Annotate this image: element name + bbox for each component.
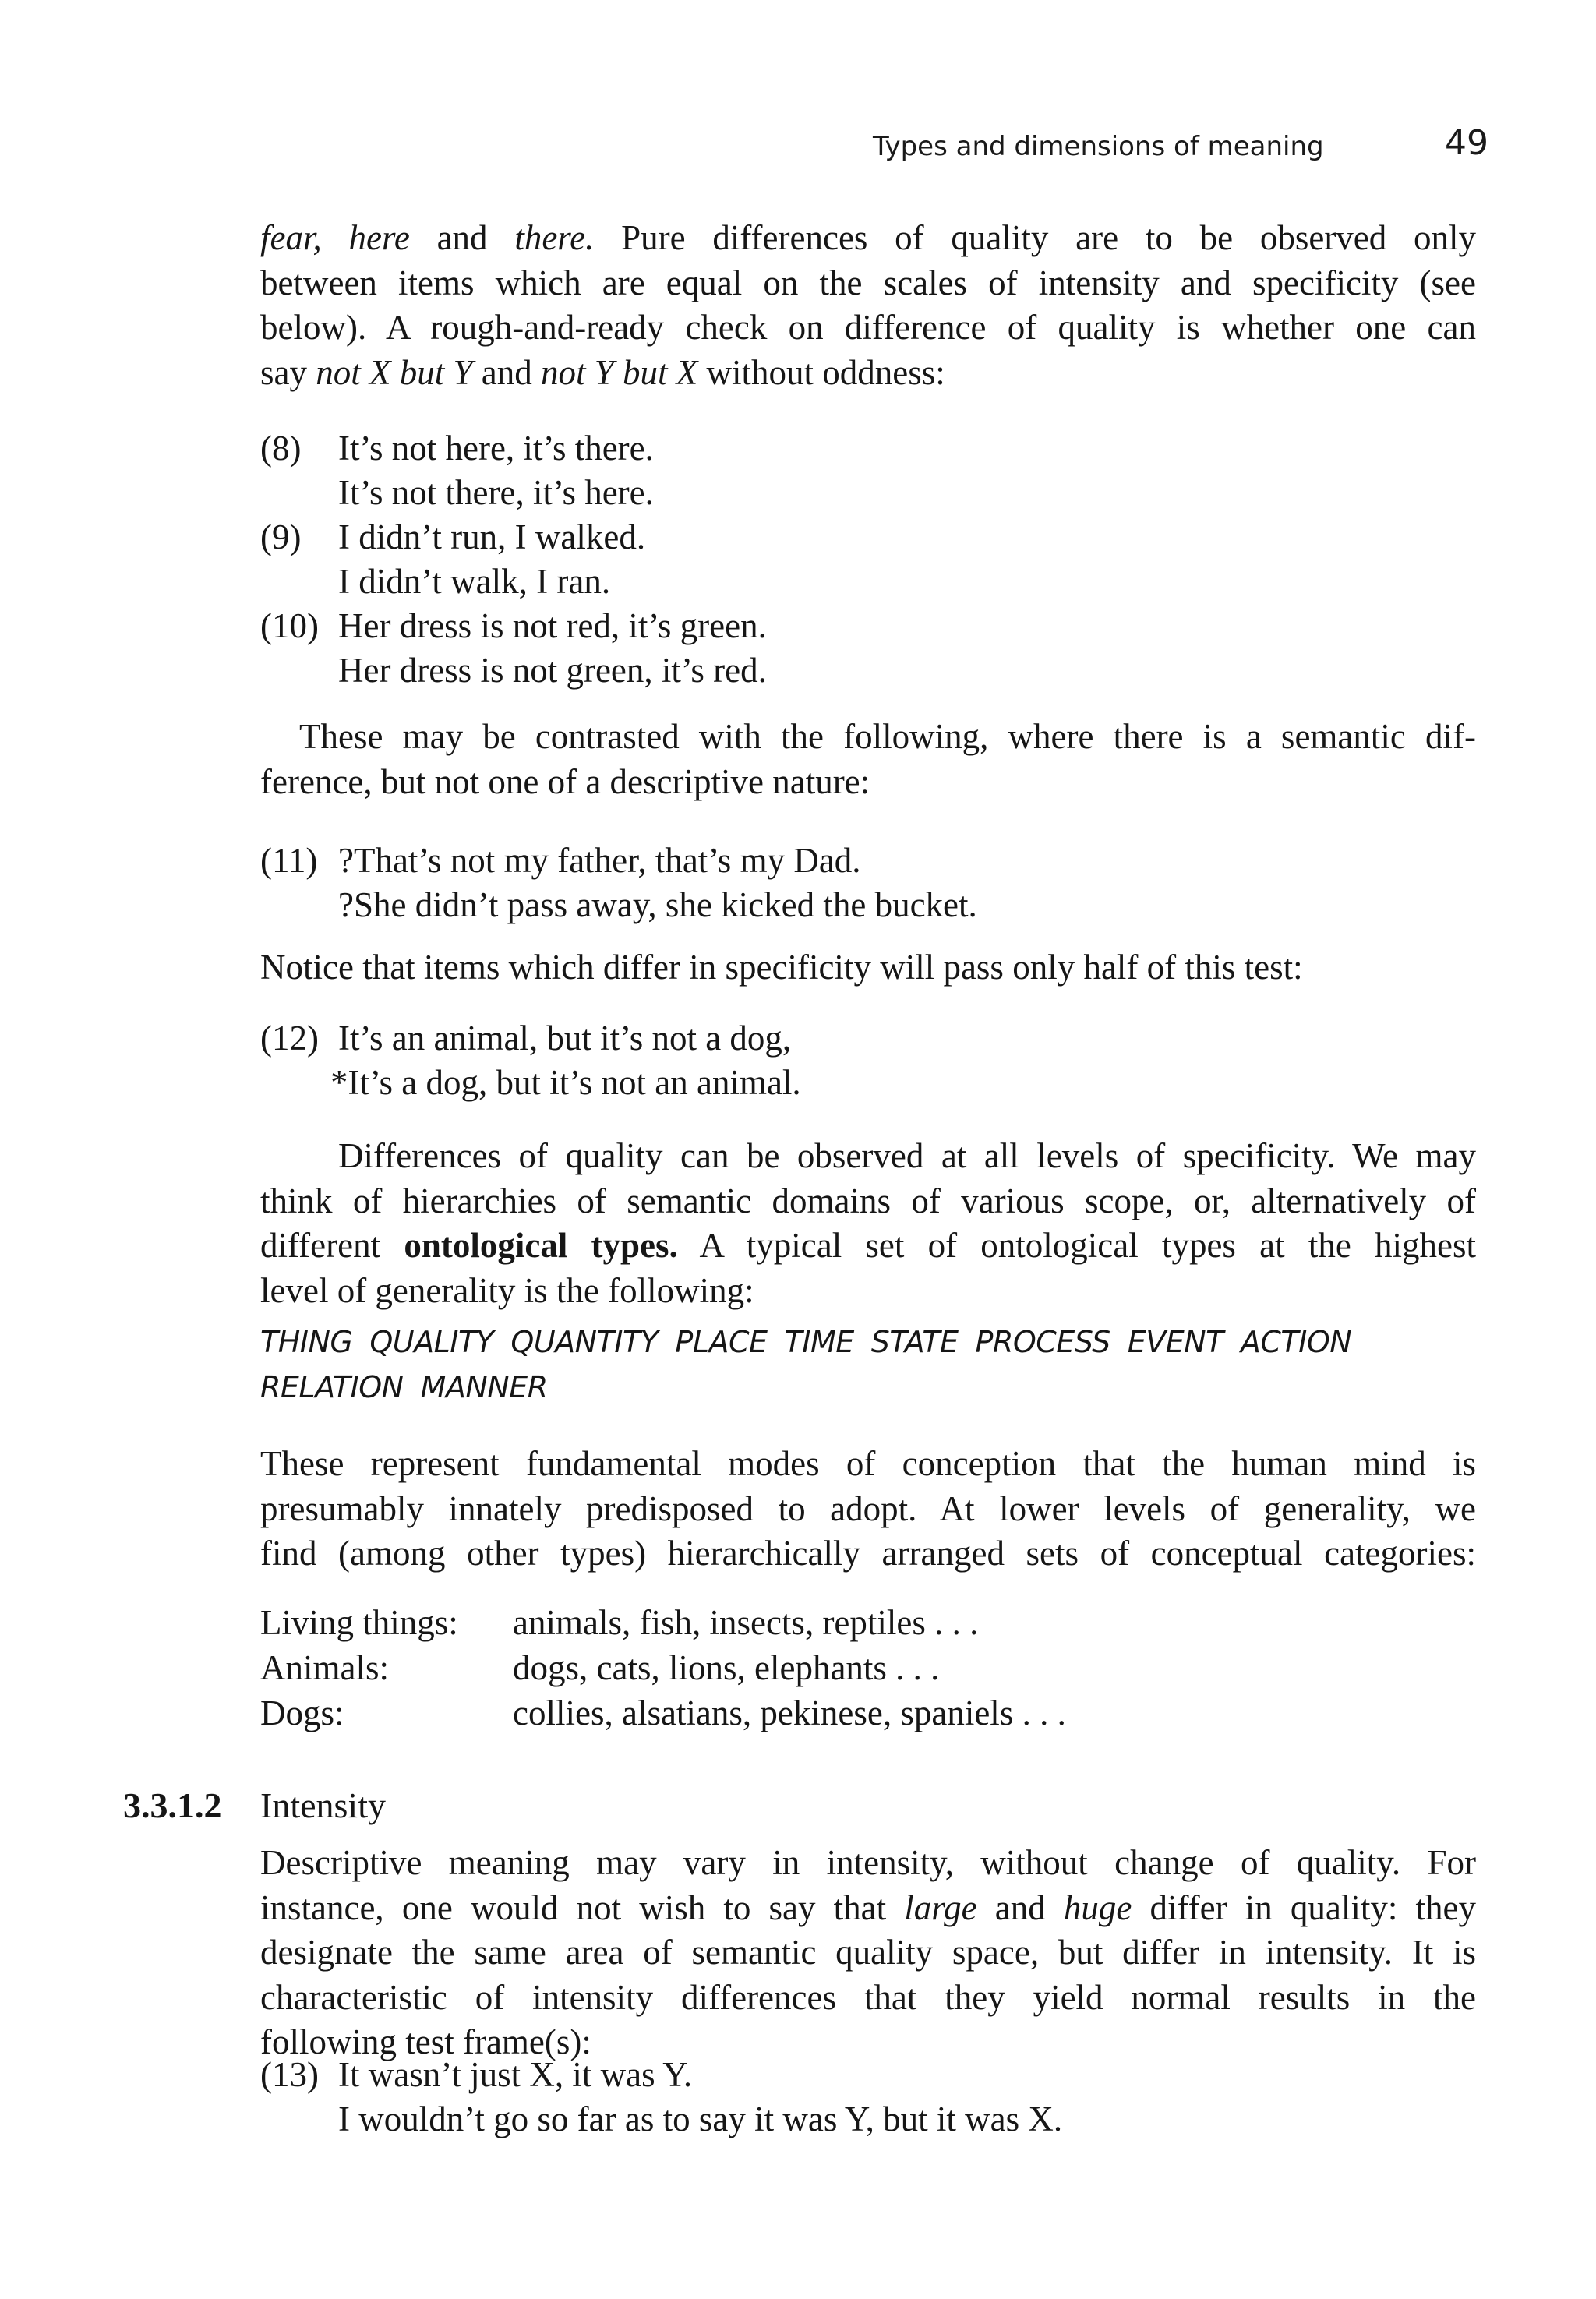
example-12 bbox=[260, 1016, 1351, 1105]
example-number: (12) bbox=[260, 1019, 319, 1058]
ontological-types-list bbox=[260, 1319, 1476, 1410]
paragraph-line: Descriptive meaning may vary in intensity, without change of quality. For bbox=[260, 1843, 1476, 1882]
category-items: dogs, cats, lions, elephants . . . bbox=[513, 1648, 940, 1687]
paragraph-line: fear, here and there. Pure differences of quality are to be observed only bbox=[260, 218, 1477, 257]
paragraph-ontological bbox=[260, 1134, 1476, 1313]
paragraph-line: characteristic of intensity differences that they yield normal results in the bbox=[260, 1977, 1476, 2017]
example-13 bbox=[260, 2053, 1351, 2142]
example-text: ?That’s not my father, that’s my Dad. bbox=[338, 841, 861, 880]
paragraph-line: Differences of quality can be observed at all levels of specificity. We may bbox=[338, 1136, 1476, 1175]
type-term: PLACE bbox=[675, 1325, 768, 1359]
example-text: It’s an animal, but it’s not a dog, bbox=[338, 1019, 792, 1058]
example-text: It’s not here, it’s there. bbox=[338, 429, 654, 468]
paragraph-line: think of hierarchies of semantic domains of various scope, or, alternatively of bbox=[260, 1181, 1476, 1220]
section-title: Intensity bbox=[260, 1785, 386, 1825]
category-row bbox=[260, 1646, 1066, 1691]
category-label: Dogs: bbox=[260, 1693, 344, 1732]
example-text: I didn’t run, I walked. bbox=[338, 517, 646, 556]
paragraph-line: below). A rough-and-ready check on difference of quality is whether one can bbox=[260, 308, 1476, 347]
paragraph-line: designate the same area of semantic quality space, but differ in intensity. It is bbox=[260, 1933, 1476, 1972]
category-items: collies, alsatians, pekinese, spaniels . . . bbox=[513, 1693, 1066, 1732]
example-text: *It’s a dog, but it’s not an animal. bbox=[330, 1063, 801, 1102]
type-term: THING bbox=[260, 1325, 353, 1359]
example-text: ?She didn’t pass away, she kicked the bucket. bbox=[338, 885, 977, 924]
paragraph-contrast bbox=[260, 715, 1476, 804]
paragraph-line: These represent fundamental modes of conception that the human mind is bbox=[260, 1444, 1476, 1483]
example-number: (13) bbox=[260, 2055, 319, 2094]
example-text: Her dress is not red, it’s green. bbox=[338, 606, 767, 645]
category-label: Animals: bbox=[260, 1648, 389, 1687]
paragraph-line: presumably innately predisposed to adopt. At lower levels of generality, we bbox=[260, 1489, 1476, 1528]
paragraph-line: following test frame(s): bbox=[260, 2022, 591, 2061]
running-head-title: Types and dimensions of meaning bbox=[873, 131, 1324, 162]
example-9 bbox=[260, 515, 1351, 560]
category-row bbox=[260, 1601, 1066, 1646]
paragraph-line: ference, but not one of a descriptive nature: bbox=[260, 761, 870, 801]
category-table bbox=[260, 1601, 1066, 1736]
type-term: QUANTITY bbox=[510, 1325, 659, 1359]
paragraph-quality bbox=[260, 216, 1476, 395]
example-number: (11) bbox=[260, 841, 318, 880]
example-text: I wouldn’t go so far as to say it was Y, but it was X. bbox=[338, 2099, 1063, 2138]
type-term: MANNER bbox=[420, 1370, 548, 1404]
example-11 bbox=[260, 839, 1351, 927]
example-text: I didn’t walk, I ran. bbox=[338, 562, 611, 601]
section-heading bbox=[123, 1783, 386, 1828]
paragraph-specificity bbox=[260, 945, 1476, 991]
paragraph-line: find (among other types) hierarchically arranged sets of conceptual categories: bbox=[260, 1534, 1476, 1573]
type-term: RELATION bbox=[260, 1370, 404, 1404]
type-term: EVENT bbox=[1127, 1325, 1223, 1359]
example-number: (9) bbox=[260, 517, 302, 556]
example-10 bbox=[260, 604, 1351, 648]
example-number: (10) bbox=[260, 606, 319, 645]
category-row bbox=[260, 1691, 1066, 1736]
category-items: animals, fish, insects, reptiles . . . bbox=[513, 1603, 979, 1642]
paragraph-intensity bbox=[260, 1841, 1476, 2065]
paragraph-line: between items which are equal on the scales of intensity and specificity (see bbox=[260, 263, 1476, 302]
paragraph-line: level of generality is the following: bbox=[260, 1270, 754, 1310]
paragraph-line: say not X but Y and not Y but X without oddness: bbox=[260, 352, 945, 392]
type-term: TIME bbox=[784, 1325, 854, 1359]
paragraph-line: Notice that items which differ in specificity will pass only half of this test: bbox=[260, 948, 1303, 987]
paragraph-conception bbox=[260, 1442, 1476, 1577]
example-8 bbox=[260, 426, 1351, 471]
type-term: STATE bbox=[870, 1325, 959, 1359]
section-number: 3.3.1.2 bbox=[123, 1785, 222, 1825]
example-text: Her dress is not green, it’s red. bbox=[338, 651, 767, 690]
example-list bbox=[260, 426, 1351, 693]
category-label: Living things: bbox=[260, 1603, 458, 1642]
type-term: QUALITY bbox=[369, 1325, 494, 1359]
page-number: 49 bbox=[1445, 123, 1488, 163]
paragraph-line: different ontological types. A typical set of ontological types at the highest bbox=[260, 1226, 1477, 1265]
example-text: It’s not there, it’s here. bbox=[338, 473, 654, 512]
type-term: ACTION bbox=[1240, 1325, 1352, 1359]
paragraph-line: These may be contrasted with the following, where there is a semantic dif- bbox=[299, 717, 1476, 756]
example-number: (8) bbox=[260, 429, 302, 468]
paragraph-line: instance, one would not wish to say that large and huge differ in quality: they bbox=[260, 1888, 1476, 1927]
example-text: It wasn’t just X, it was Y. bbox=[338, 2055, 693, 2094]
term-ontological-types: ontological types. bbox=[404, 1226, 678, 1265]
type-term: PROCESS bbox=[975, 1325, 1110, 1359]
